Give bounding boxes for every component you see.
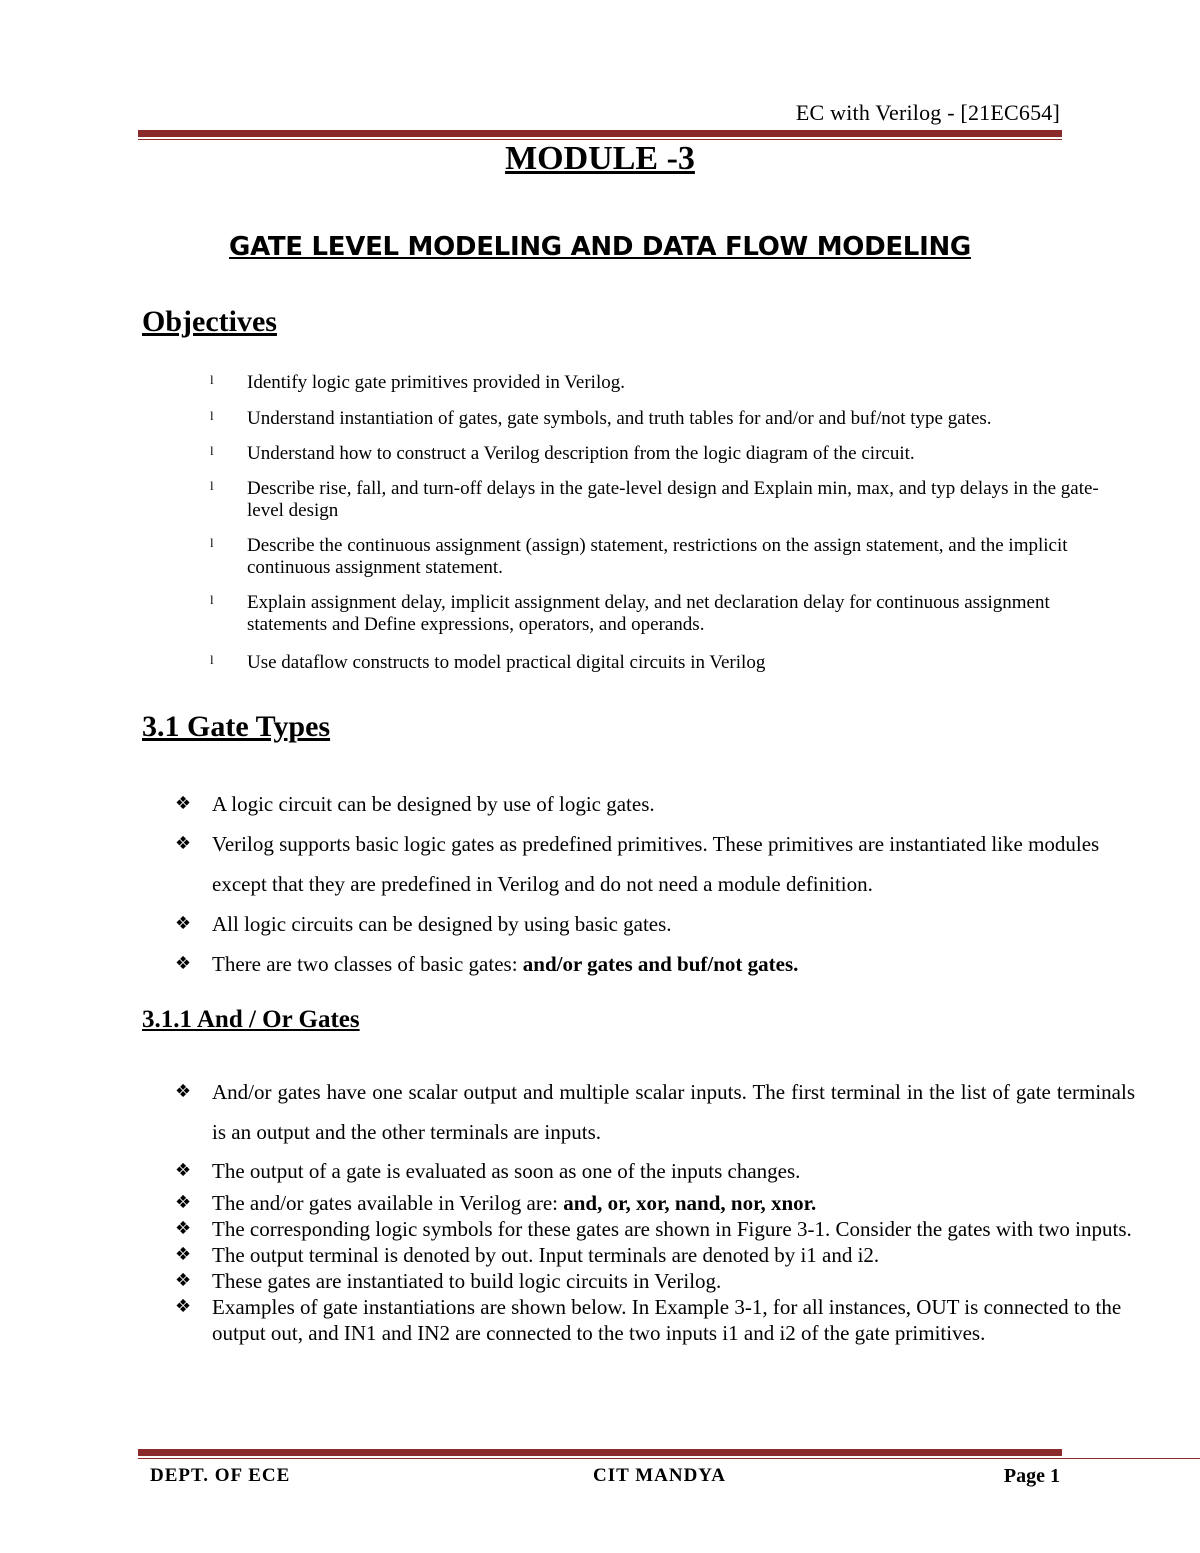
objective-text: Understand how to construct a Verilog description from the logic diagram of the circuit.: [247, 443, 915, 464]
bullet-icon: l: [210, 535, 214, 550]
bullet-icon: l: [210, 478, 214, 493]
list-item: ❖ The output of a gate is evaluated as soon as one of the inputs changes.: [175, 1152, 1135, 1190]
diamond-bullet-icon: ❖: [175, 1192, 192, 1213]
footer-department: DEPT. OF ECE: [150, 1465, 291, 1486]
list-item: ❖ The output terminal is denoted by out. Input terminals are denoted by i1 and i2.: [175, 1243, 880, 1267]
list-item: ❖ Examples of gate instantiations are shown below. In Example 3-1, for all instances, OUT is connected to the output out, and IN1 and IN2 are connected to the two inputs i1 and i2 of the gate primitives.: [175, 1295, 1122, 1345]
list-item: ❖ There are two classes of basic gates: and/or gates and buf/not gates.: [175, 944, 1135, 984]
objectives-list: [210, 372, 1130, 674]
section-heading-and-or-gates: 3.1.1 And / Or Gates: [142, 1006, 360, 1033]
objective-text: Identify logic gate primitives provided in Verilog.: [247, 372, 625, 393]
objective-text: Use dataflow constructs to model practical digital circuits in Verilog: [247, 652, 766, 673]
diamond-bullet-icon: ❖: [175, 833, 192, 854]
header-rule: [138, 130, 1062, 137]
gate-types-list: [175, 784, 1135, 984]
diamond-bullet-icon: ❖: [175, 1160, 192, 1181]
objective-item: [210, 478, 1130, 522]
section-heading-gate-types: 3.1 Gate Types: [142, 710, 331, 743]
page-number: Page 1: [1003, 1465, 1060, 1487]
diamond-bullet-icon: ❖: [175, 913, 192, 934]
bullet-icon: l: [210, 592, 214, 607]
list-item: ❖ Verilog supports basic logic gates as predefined primitives. These primitives are instantiated like modules except that they are predefined in Verilog and do not need a module definition.: [175, 824, 1135, 904]
bullet-icon: l: [210, 372, 214, 387]
list-item: ❖ The corresponding logic symbols for these gates are shown in Figure 3-1. Consider the gates with two inputs.: [175, 1217, 1132, 1241]
footer-rule: [138, 1449, 1062, 1456]
diamond-bullet-icon: ❖: [175, 1244, 192, 1265]
objective-item: [210, 443, 1130, 465]
diamond-bullet-icon: ❖: [175, 1296, 192, 1317]
list-item: ❖ All logic circuits can be designed by using basic gates.: [175, 904, 1135, 944]
diamond-bullet-icon: ❖: [175, 1218, 192, 1239]
footer-rule-thin: [138, 1458, 1200, 1459]
objective-item: [210, 535, 1130, 579]
objective-text: Explain assignment delay, implicit assignment delay, and net declaration delay for continuous assignment statements and Define expressions, operators, and operands.: [247, 592, 1050, 635]
bullet-icon: l: [210, 408, 214, 423]
objectives-heading: Objectives: [142, 305, 277, 338]
objective-item: [210, 408, 1130, 430]
objective-item: [210, 372, 1130, 394]
objective-item: [210, 592, 1130, 636]
list-item: ❖ These gates are instantiated to build logic circuits in Verilog.: [175, 1269, 722, 1293]
objective-text: Understand instantiation of gates, gate symbols, and truth tables for and/or and buf/not type gates.: [247, 408, 992, 429]
and-or-gates-list: [175, 1072, 1135, 1346]
objective-text: Describe the continuous assignment (assign) statement, restrictions on the assign statement, and the implicit continuous assignment statement.: [247, 535, 1068, 578]
diamond-bullet-icon: ❖: [175, 953, 192, 974]
diamond-bullet-icon: ❖: [175, 793, 192, 814]
list-item: ❖ The and/or gates available in Verilog are: and, or, xor, nand, nor, xnor.: [175, 1191, 817, 1215]
running-header: EC with Verilog - [21EC654]: [795, 100, 1060, 125]
list-item: ❖ And/or gates have one scalar output and multiple scalar inputs. The first terminal in the list of gate terminals is an output and the other terminals are inputs.: [175, 1072, 1135, 1152]
bullet-icon: l: [210, 652, 214, 667]
objective-text: Describe rise, fall, and turn-off delays in the gate-level design and Explain min, max, and typ delays in the gate-level design: [247, 478, 1099, 521]
main-title: GATE LEVEL MODELING AND DATA FLOW MODELING: [229, 232, 971, 262]
list-item: ❖ A logic circuit can be designed by use of logic gates.: [175, 784, 1135, 824]
diamond-bullet-icon: ❖: [175, 1270, 192, 1291]
diamond-bullet-icon: ❖: [175, 1081, 192, 1102]
objective-item: [210, 652, 1130, 674]
module-title: MODULE -3: [505, 140, 695, 177]
footer-college: CIT MANDYA: [593, 1465, 726, 1486]
bullet-icon: l: [210, 443, 214, 458]
